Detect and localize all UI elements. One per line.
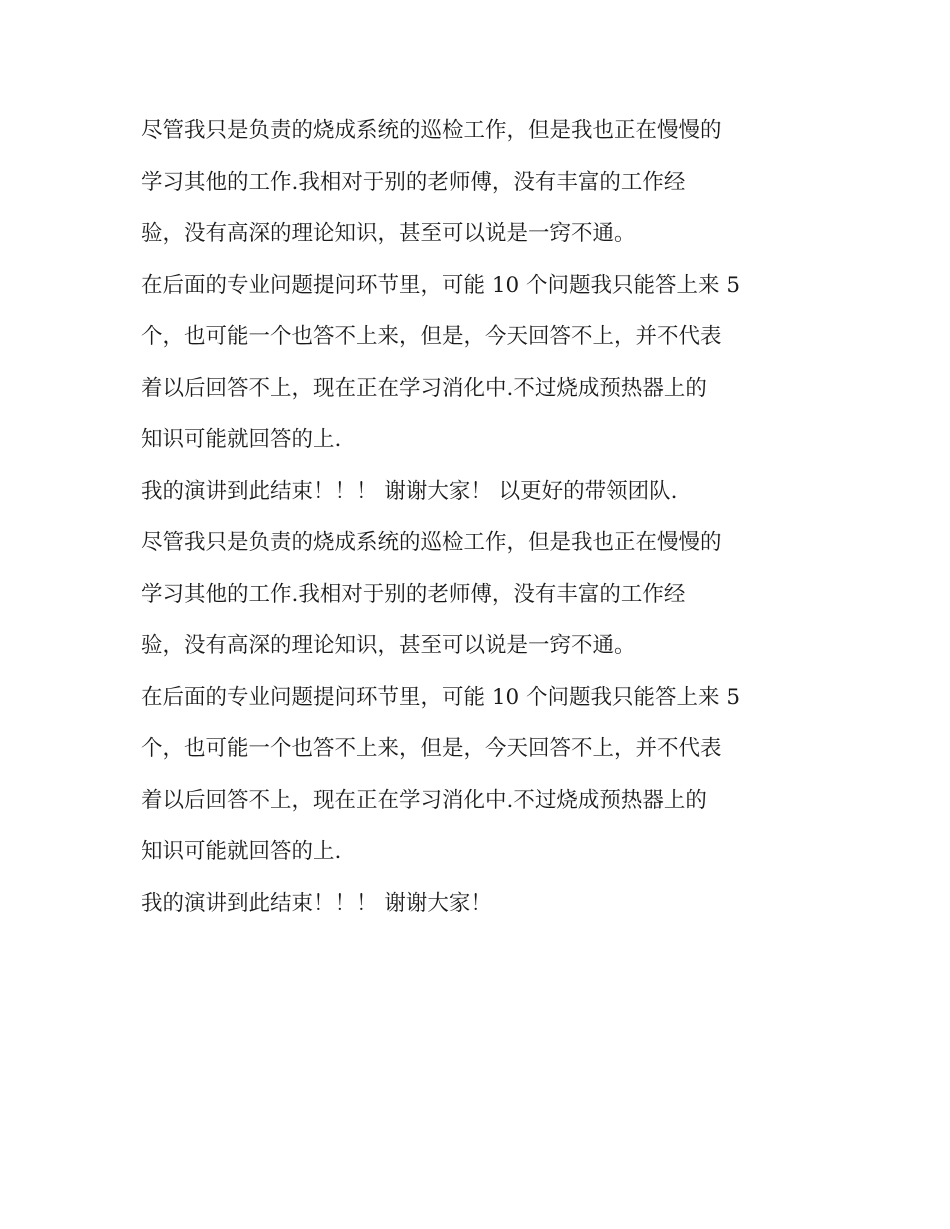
- text-line: 验，没有高深的理论知识，甚至可以说是一窍不通。: [141, 221, 636, 246]
- text-line: 我的演讲到此结束！！！ 谢谢大家！ 以更好的带领团队.: [141, 478, 678, 504]
- body-text: [141, 105, 821, 929]
- text-line: 尽管我只是负责的烧成系统的巡检工作，但是我也正在慢慢的: [141, 118, 722, 143]
- text-line: 着以后回答不上，现在正在学习消化中.不过烧成预热器上的: [141, 787, 707, 813]
- text-line: 个，也可能一个也答不上来，但是，今天回答不上，并不代表: [141, 736, 722, 761]
- text-line: 学习其他的工作.我相对于别的老师傅，没有丰富的工作经: [141, 169, 686, 195]
- text-line: 学习其他的工作.我相对于别的老师傅，没有丰富的工作经: [141, 581, 686, 607]
- text-line: 在后面的专业问题提问环节里，可能 10 个问题我只能答上来 5: [141, 272, 741, 298]
- text-line: 个，也可能一个也答不上来，但是，今天回答不上，并不代表: [141, 324, 722, 349]
- text-line: 知识可能就回答的上.: [141, 839, 342, 864]
- text-line: 知识可能就回答的上.: [141, 427, 342, 452]
- text-line: 着以后回答不上，现在正在学习消化中.不过烧成预热器上的: [141, 375, 707, 401]
- text-line: 在后面的专业问题提问环节里，可能 10 个问题我只能答上来 5: [141, 684, 741, 710]
- text-line: 我的演讲到此结束！！！ 谢谢大家！: [141, 890, 492, 916]
- text-line: 尽管我只是负责的烧成系统的巡检工作，但是我也正在慢慢的: [141, 530, 722, 555]
- text-line: 验，没有高深的理论知识，甚至可以说是一窍不通。: [141, 633, 636, 658]
